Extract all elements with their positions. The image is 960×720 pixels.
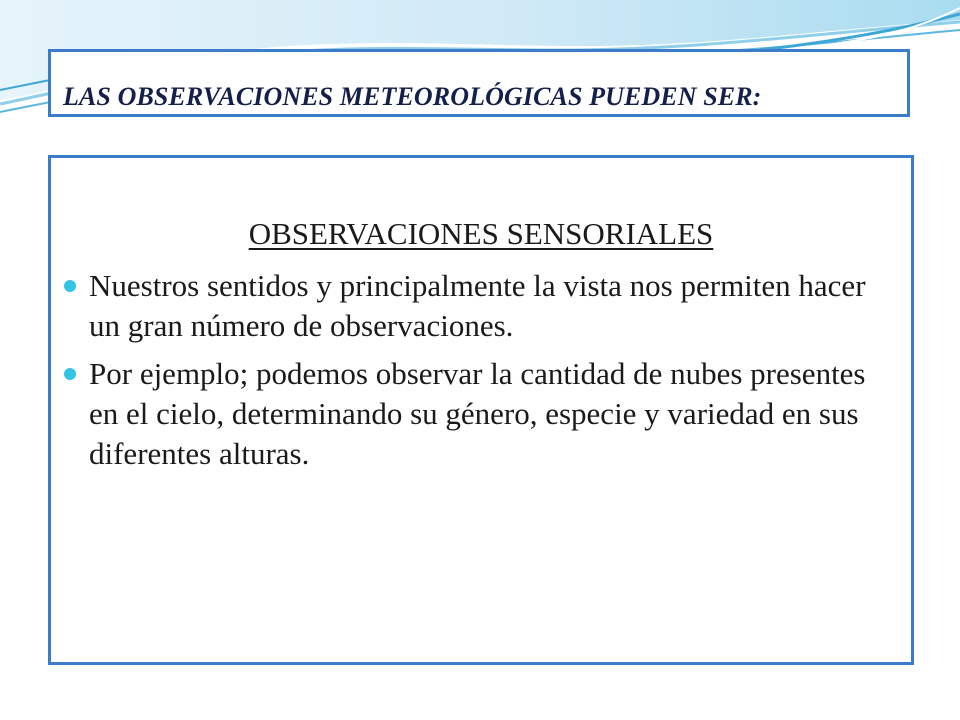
bullet-text: Por ejemplo; podemos observar la cantidad de nubes presentes en el cielo, determinando su género, especie y variedad en sus diferentes alturas. <box>89 356 866 471</box>
content-frame <box>48 155 914 665</box>
bullet-list <box>51 266 911 482</box>
bullet-item <box>51 354 911 474</box>
bullet-dot-icon <box>64 280 76 292</box>
title-frame <box>48 49 910 117</box>
section-subheading: OBSERVACIONES SENSORIALES <box>248 216 714 251</box>
slide-title: LAS OBSERVACIONES METEOROLÓGICAS PUEDEN SER: <box>63 82 762 111</box>
bullet-item <box>51 266 911 346</box>
bullet-dot-icon <box>64 368 76 380</box>
bullet-text: Nuestros sentidos y principalmente la vista nos permiten hacer un gran número de observaciones. <box>89 268 866 343</box>
